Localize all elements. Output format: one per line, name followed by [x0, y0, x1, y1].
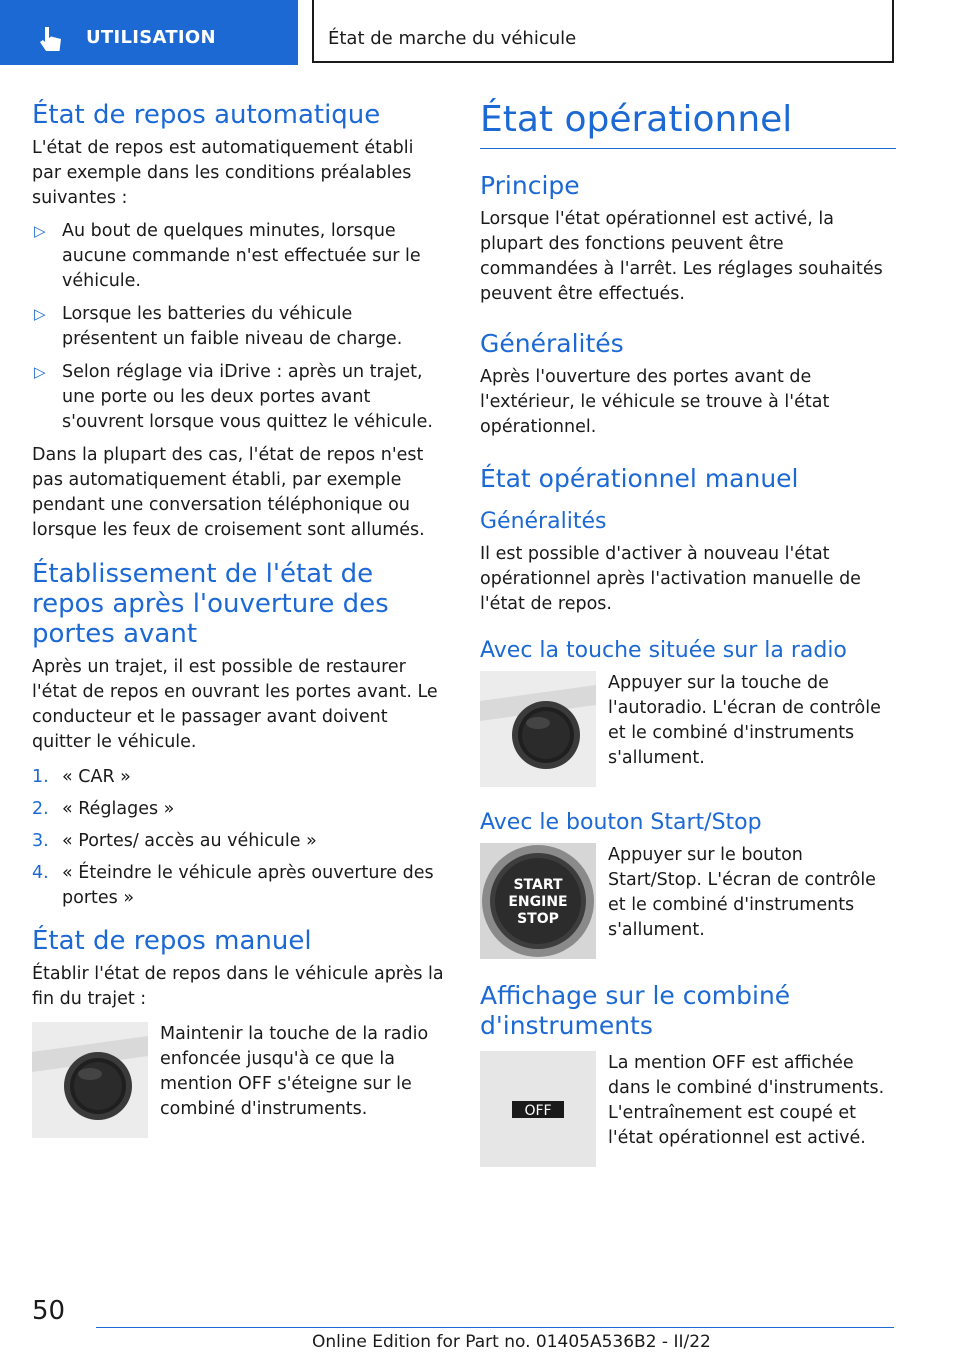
figure-start-button	[480, 843, 896, 959]
paragraph: Après l'ouverture des portes avant de l'extérieur, le véhicule se trouve à l'état opérationnel.	[480, 367, 830, 437]
heading-operational-state: État opérationnel	[480, 100, 896, 149]
list-item: 3. « Portes/ accès au véhicule »	[32, 831, 317, 851]
list-item: 2. « Réglages »	[32, 799, 175, 819]
list-item: ▷ Selon réglage via iDrive : après un trajet, une porte ou les deux portes avant s'ouvrent lorsque vous quittez le véhicule.	[34, 362, 433, 432]
paragraph: Établir l'état de repos dans le véhicule après la fin du trajet :	[32, 964, 444, 1009]
triangle-bullet-icon: ▷	[34, 305, 46, 323]
right-column	[480, 100, 896, 1167]
svg-text:ENGINE: ENGINE	[508, 894, 568, 910]
hand-pointer-icon	[36, 25, 66, 55]
list-item: 1. « CAR »	[32, 767, 131, 787]
figure-radio-knob	[480, 671, 896, 787]
left-column	[32, 100, 448, 1138]
triangle-bullet-icon: ▷	[34, 363, 46, 381]
chapter-title: État de marche du véhicule	[328, 28, 577, 49]
footer-rule	[96, 1327, 894, 1328]
heading-manual-operational: État opérationnel manuel	[480, 464, 799, 493]
heading-start-stop: Avec le bouton Start/Stop	[480, 810, 762, 835]
paragraph: L'état de repos est automatiquement établi par exemple dans les conditions préalables suivantes :	[32, 138, 414, 208]
paragraph: Maintenir la touche de la radio enfoncée jusqu'à ce que la mention OFF s'éteigne sur le combiné d'instruments.	[160, 1024, 429, 1119]
paragraph: La mention OFF est affichée dans le combiné d'instruments. L'entraînement est coupé et l'état opérationnel est activé.	[608, 1053, 885, 1148]
footer-edition: Online Edition for Part no. 01405A536B2 - II/22	[312, 1332, 711, 1352]
paragraph: Après un trajet, il est possible de restaurer l'état de repos en ouvrant les portes avant. Le conducteur et le passager avant doivent quitter le véhicule.	[32, 657, 438, 752]
radio-knob-image	[32, 1022, 148, 1138]
start-stop-button-image	[480, 843, 596, 959]
section-label: UTILISATION	[86, 27, 216, 48]
heading-manual-rest: État de repos manuel	[32, 926, 312, 956]
heading-rest-after-doors: Établissement de l'état de repos après l'ouverture des portes avant	[32, 559, 389, 649]
paragraph: Appuyer sur la touche de l'autoradio. L'écran de contrôle et le combiné d'instruments s'allument.	[608, 673, 881, 768]
heading-general-sub: Généralités	[480, 509, 607, 534]
svg-text:OFF: OFF	[524, 1103, 552, 1119]
list-item: ▷ Lorsque les batteries du véhicule présentent un faible niveau de charge.	[34, 304, 403, 349]
page-number: 50	[32, 1296, 66, 1326]
off-display-image	[480, 1051, 596, 1167]
bullet-list	[32, 219, 448, 435]
heading-auto-rest: État de repos automatique	[32, 100, 381, 130]
header-title-box	[312, 0, 894, 63]
list-item: 4. « Éteindre le véhicule après ouverture des portes »	[32, 863, 434, 908]
list-item: ▷ Au bout de quelques minutes, lorsque aucune commande n'est effectuée sur le véhicule.	[34, 221, 421, 291]
header-section-tab	[0, 0, 298, 65]
svg-text:START: START	[513, 877, 563, 893]
heading-general: Généralités	[480, 329, 624, 358]
heading-principle: Principe	[480, 171, 580, 200]
figure-off-indicator	[480, 1051, 896, 1167]
svg-text:STOP: STOP	[517, 911, 559, 927]
triangle-bullet-icon: ▷	[34, 222, 46, 240]
steps-list	[32, 765, 448, 911]
paragraph: Lorsque l'état opérationnel est activé, la plupart des fonctions peuvent être commandées à l'arrêt. Les réglages souhaités peuvent être effectués.	[480, 209, 883, 304]
heading-cluster-display: Affichage sur le combiné d'instruments	[480, 981, 791, 1040]
heading-radio-button: Avec la touche située sur la radio	[480, 638, 847, 663]
paragraph: Appuyer sur le bouton Start/Stop. L'écran de contrôle et le combiné d'instruments s'allument.	[608, 845, 876, 940]
figure-radio-knob	[32, 1022, 448, 1138]
paragraph: Il est possible d'activer à nouveau l'état opérationnel après l'activation manuelle de l'état de repos.	[480, 544, 861, 614]
paragraph: Dans la plupart des cas, l'état de repos n'est pas automatiquement établi, par exemple pendant une conversation téléphonique ou lorsque les feux de croisement sont allumés.	[32, 445, 425, 540]
radio-knob-image	[480, 671, 596, 787]
